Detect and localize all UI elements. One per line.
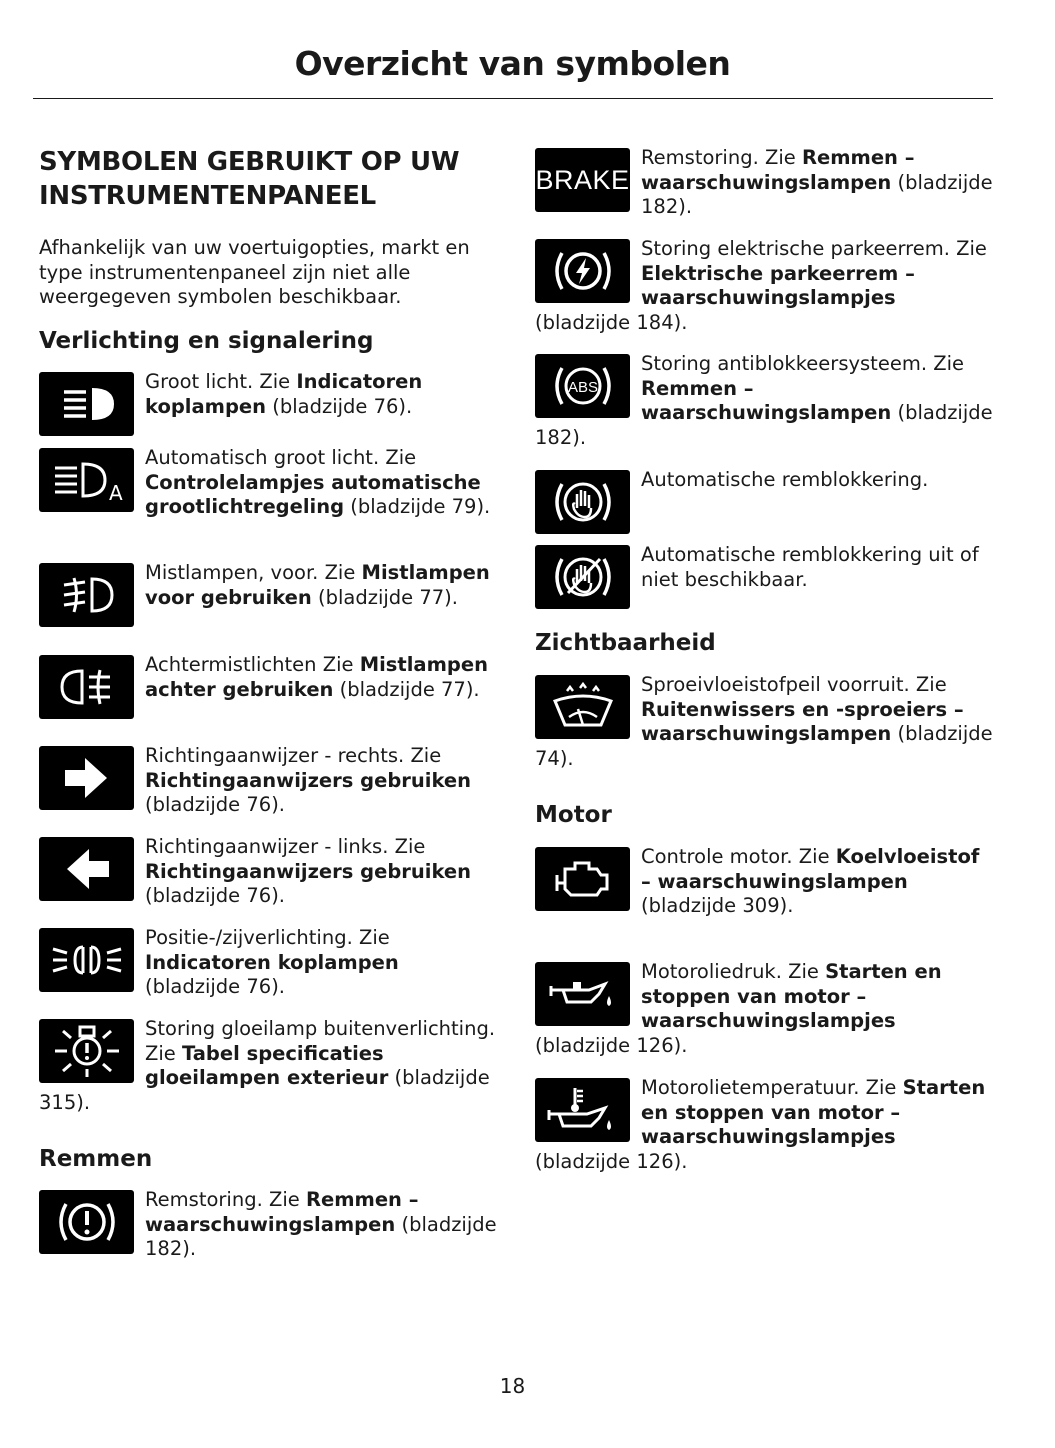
entry-turn-signal-left (39, 835, 499, 909)
oil-temperature-icon (535, 1078, 630, 1142)
intro-text: Afhankelijk van uw voertuigopties, markt en type instrumentenpaneel zijn niet alle weergegeven symbolen beschikbaar. (39, 236, 470, 308)
front-fog-lamp-icon (39, 563, 134, 627)
entry-text: Groot licht. Zie (145, 370, 297, 393)
oil-pressure-icon (535, 962, 630, 1026)
entry-oil-pressure (535, 960, 995, 1058)
entry-page-ref: (bladzijde 77). (311, 585, 458, 609)
entry-front-fog-lamp (39, 561, 499, 627)
entry-link-text: Indicatoren koplampen (145, 370, 423, 418)
entry-text: Achtermistlichten Zie (145, 653, 360, 676)
entry-text: Sproeivloeistofpeil voorruit. Zie (641, 673, 947, 696)
entry-auto-hold (535, 468, 995, 534)
entry-link-text: Richtingaanwijzers gebruiken (145, 859, 472, 883)
rear-fog-lamp-icon (39, 655, 134, 719)
abs-icon (535, 354, 630, 418)
entry-page-ref: (bladzijde 182). (145, 1212, 497, 1260)
title-divider (33, 98, 993, 99)
entry-abs (535, 352, 995, 450)
side-lamps-icon (39, 928, 134, 992)
entry-link-text: Koelvloeistof – waarschuwingslampen (641, 845, 980, 893)
entry-page-ref: (bladzijde 79). (344, 495, 491, 518)
entry-page-ref: (bladzijde 126). (535, 1033, 688, 1057)
entry-page-ref: (bladzijde 309). (641, 894, 794, 917)
svg-text:ABS: ABS (567, 379, 598, 396)
entry-text: Positie-/zijverlichting. Zie (145, 926, 390, 949)
entry-page-ref: (bladzijde 315). (39, 1066, 490, 1114)
section-heading-brakes: Remmen (39, 1146, 153, 1172)
svg-text:A: A (108, 481, 123, 505)
entry-side-lamps (39, 926, 499, 1000)
main-heading: SYMBOLEN GEBRUIKT OP UW INSTRUMENTENPANEEL (39, 147, 460, 211)
entry-rear-fog-lamp (39, 653, 499, 719)
entry-oil-temperature (535, 1076, 995, 1174)
entry-link-text: Remmen – waarschuwingslampen (641, 146, 915, 194)
entry-text: Motorolietemperatuur. Zie (641, 1076, 903, 1099)
brake-text-label: BRAKE (535, 164, 630, 195)
entry-text: Controle motor. Zie (641, 845, 836, 868)
turn-signal-right-icon (39, 746, 134, 810)
entry-text: Storing elektrische parkeerrem. Zie (641, 237, 987, 260)
entry-link-text: Mistlampen voor gebruiken (145, 561, 490, 609)
check-engine-icon (535, 847, 630, 911)
entry-link-text: Tabel specificaties gloeilampen exterieur (145, 1041, 389, 1089)
entry-link-text: Remmen – waarschuwingslampen (641, 376, 892, 424)
entry-text: Automatische remblokkering. (641, 468, 929, 491)
auto-high-beam-icon (39, 448, 134, 512)
entry-high-beam (39, 370, 499, 436)
entry-text: Motoroliedruk. Zie (641, 960, 826, 983)
bulb-failure-icon (39, 1019, 134, 1083)
entry-link-text: Ruitenwissers en -sproeiers – waarschuwingslampen (641, 697, 964, 745)
entry-page-ref: (bladzijde 76). (145, 793, 285, 816)
entry-electric-parking-brake (535, 237, 995, 335)
section-heading-lighting: Verlichting en signalering (39, 328, 374, 354)
entry-text: Remstoring. Zie (145, 1188, 306, 1211)
entry-link-text: Elektrische parkeerrem – waarschuwingslampjes (641, 261, 915, 309)
washer-fluid-icon (535, 675, 630, 739)
page-title: Overzicht van symbolen (294, 44, 731, 83)
entry-page-ref: (bladzijde 77). (333, 677, 480, 701)
entry-text: Automatisch groot licht. Zie (145, 446, 417, 469)
entry-page-ref: (bladzijde 74). (535, 722, 993, 770)
entry-page-ref: (bladzijde 76). (145, 975, 285, 998)
entry-text: Remstoring. Zie (641, 146, 802, 169)
entry-page-ref: (bladzijde 182). (641, 170, 993, 218)
entry-text: Storing antiblokkeersysteem. Zie (641, 352, 964, 375)
entry-washer-fluid (535, 673, 995, 771)
entry-text: Mistlampen, voor. Zie (145, 561, 362, 584)
high-beam-icon (39, 372, 134, 436)
section-heading-visibility: Zichtbaarheid (535, 630, 716, 656)
brake-text-icon (535, 148, 630, 212)
electric-parking-brake-icon (535, 239, 630, 303)
entry-link-text: Indicatoren koplampen (145, 950, 399, 974)
entry-text: Richtingaanwijzer - links. Zie (145, 835, 426, 858)
entry-turn-signal-right (39, 744, 499, 818)
entry-brake-text (535, 146, 995, 220)
entry-link-text: Richtingaanwijzers gebruiken (145, 768, 472, 792)
turn-signal-left-icon (39, 837, 134, 901)
entry-page-ref: (bladzijde 76). (145, 884, 285, 907)
entry-auto-high-beam (39, 446, 499, 520)
entry-text: Richtingaanwijzer - rechts. Zie (145, 744, 442, 767)
entry-link-text: Starten en stoppen van motor – waarschuwingslampjes (641, 1076, 986, 1148)
entry-link-text: Remmen – waarschuwingslampen (145, 1188, 419, 1236)
brake-warning-icon (39, 1190, 134, 1254)
section-heading-engine: Motor (535, 802, 612, 828)
entry-text: Automatische remblokkering uit of niet beschikbaar. (641, 543, 979, 591)
entry-link-text: Starten en stoppen van motor – waarschuwingslampjes (641, 960, 942, 1032)
entry-auto-hold-off (535, 543, 995, 609)
auto-hold-icon (535, 470, 630, 534)
entry-page-ref: (bladzijde 184). (535, 310, 688, 334)
entry-brake-warning (39, 1188, 499, 1262)
entry-page-ref: (bladzijde 76). (266, 394, 413, 418)
entry-page-ref: (bladzijde 126). (535, 1149, 688, 1173)
entry-link-text: Controlelampjes automatische grootlichtregeling (145, 470, 481, 518)
entry-page-ref: (bladzijde 182). (535, 401, 993, 449)
page-number: 18 (499, 1374, 526, 1398)
auto-hold-off-icon (535, 545, 630, 609)
entry-check-engine (535, 845, 995, 919)
entry-text: Storing gloeilamp buitenverlichting. Zie (145, 1017, 496, 1065)
entry-bulb-failure (39, 1017, 499, 1115)
entry-link-text: Mistlampen achter gebruiken (145, 653, 488, 701)
